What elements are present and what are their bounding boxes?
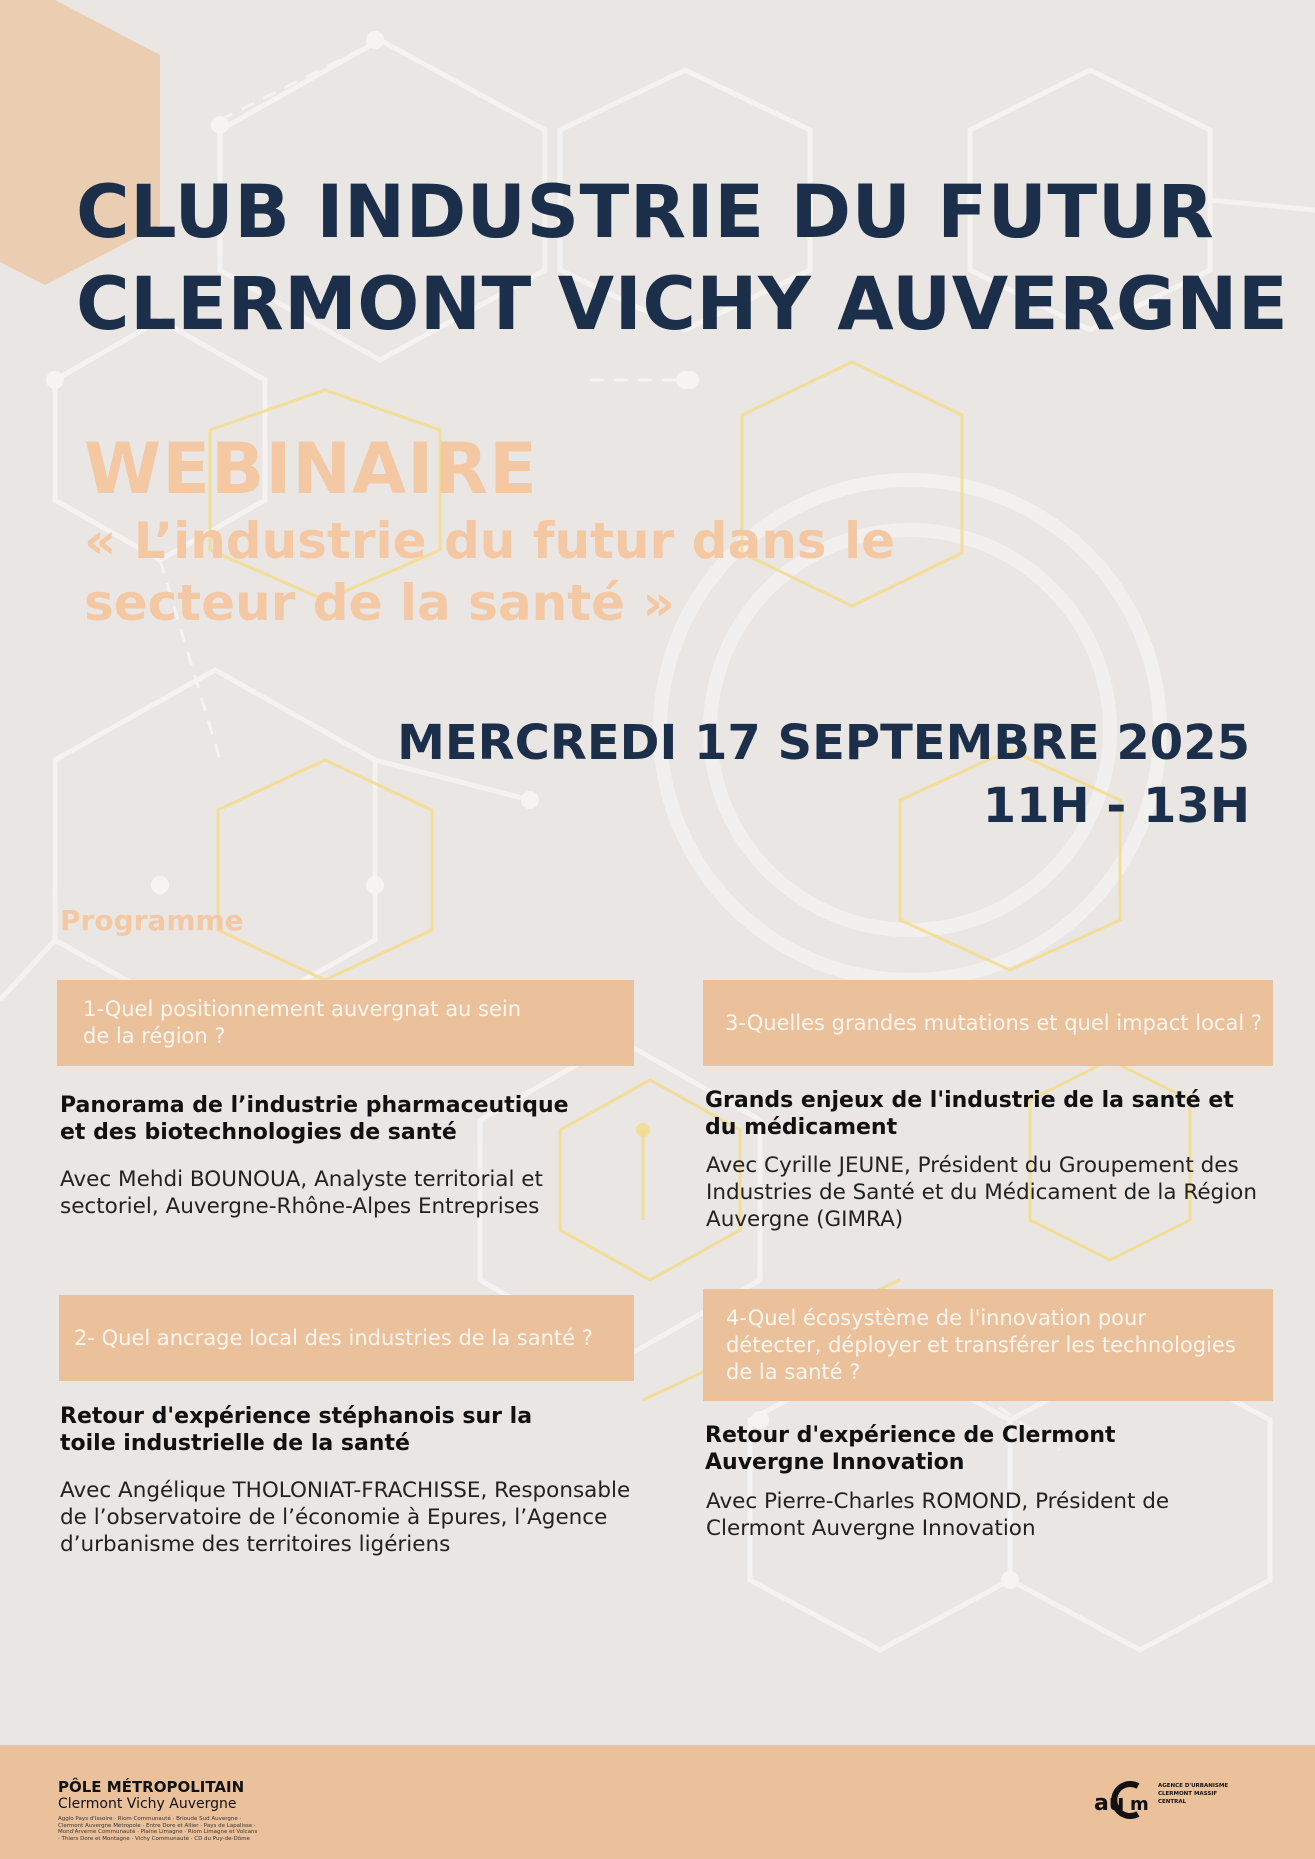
session-3-title: Grands enjeux de l'industrie de la santé et du médicament [705, 1088, 1234, 1140]
session-3-speaker: Avec Cyrille JEUNE, Président du Groupement des Industries de Santé et du Médicament de la Région Auvergne (GIMRA) [706, 1153, 1257, 1232]
webinar-label: WEBINAIRE [84, 428, 538, 510]
svg-text:m: m [1130, 1794, 1149, 1815]
title-line-1: CLUB INDUSTRIE DU FUTUR [76, 170, 1215, 255]
session-3-question: 3-Quelles grandes mutations et quel impact local ? [725, 1010, 1262, 1035]
agency-name: AGENCE D'URBANISME CLERMONT MASSIF CENTRAL [1158, 1783, 1229, 1805]
session-2-question: 2- Quel ancrage local des industries de la santé ? [74, 1325, 593, 1350]
session-1-question-box [57, 980, 634, 1066]
session-1-speaker: Avec Mehdi BOUNOUA, Analyste territorial et sectoriel, Auvergne-Rhône-Alpes Entreprises [60, 1167, 543, 1219]
pole-metropolitain-title: PÔLE MÉTROPOLITAIN [58, 1778, 245, 1796]
session-4-speaker: Avec Pierre-Charles ROMOND, Président de Clermont Auvergne Innovation [706, 1489, 1170, 1541]
session-1-title: Panorama de l’industrie pharmaceutique et des biotechnologies de santé [60, 1093, 569, 1145]
webinar-subtitle: « L’industrie du futur dans le secteur de la santé » [84, 512, 896, 632]
pole-metropolitain-subtitle: Clermont Vichy Auvergne [58, 1796, 237, 1812]
aucm-logo [1094, 1776, 1154, 1824]
session-3-question-box [703, 980, 1273, 1066]
svg-text:au: au [1094, 1791, 1125, 1816]
session-1-question: 1-Quel positionnement auvergnat au sein de la région ? [83, 997, 522, 1048]
session-2-question-box [59, 1295, 634, 1381]
title-line-2: CLERMONT VICHY AUVERGNE [76, 262, 1289, 347]
pole-members-list: Agglo Pays d'Issoire · Riom Communauté · Brioude Sud Auvergne · Clermont Auvergne Métropole · Entre Dore et Allier · Pays de Lapalisse · Mond'Arverne Communauté · Plaine Limagne · Riom Limagne et Volcans · Thiers Dore et Montagne · Vichy Communauté · CD du Puy-de-Dôme [58, 1816, 258, 1842]
event-date: MERCREDI 17 SEPTEMBRE 2025 [397, 715, 1250, 771]
session-2-title: Retour d'expérience stéphanois sur la toile industrielle de la santé [60, 1404, 533, 1456]
session-4-question-box [703, 1289, 1273, 1401]
session-4-question: 4-Quel écosystème de l'innovation pour détecter, déployer et transférer les technologies de la santé ? [726, 1305, 1236, 1384]
event-time: 11H - 13H [982, 778, 1250, 834]
session-2-speaker: Avec Angélique THOLONIAT-FRACHISSE, Responsable de l’observatoire de l’économie à Epures, l’Agence d’urbanisme des territoires ligériens [60, 1478, 631, 1557]
programme-heading: Programme [60, 904, 244, 937]
session-4-title: Retour d'expérience de Clermont Auvergne Innovation [705, 1423, 1116, 1475]
